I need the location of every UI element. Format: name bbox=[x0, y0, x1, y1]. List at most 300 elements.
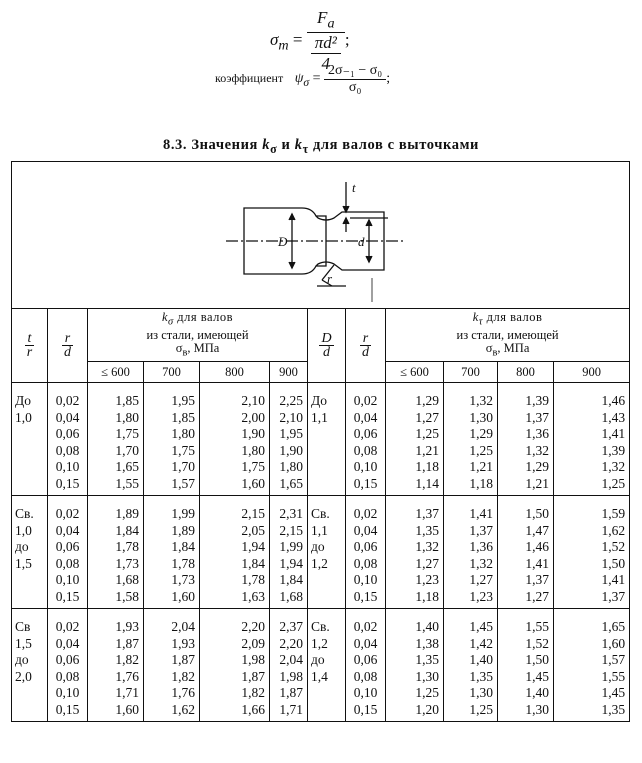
k-tau-value: 1,41 bbox=[469, 506, 493, 521]
k-sigma-value: 1,73 bbox=[171, 572, 195, 587]
shaft-drawing-cell bbox=[12, 162, 630, 309]
cell-value: 1,5 bbox=[15, 635, 32, 651]
shaft-with-groove-drawing bbox=[12, 162, 628, 308]
k-tau-value: 1,35 bbox=[469, 668, 493, 684]
k-sigma-value: 1,63 bbox=[241, 588, 265, 604]
col-header-700: 700 bbox=[444, 362, 498, 383]
k-tau-value: 1,27 bbox=[469, 572, 493, 587]
area-numerator: πd² bbox=[311, 33, 341, 54]
cell-value: Св. bbox=[15, 506, 34, 521]
k-sigma-value: 1,84 bbox=[115, 522, 139, 538]
k-tau-value: 1,32 bbox=[469, 555, 493, 571]
k-sigma-value: 2,10 bbox=[279, 409, 303, 425]
k-sigma-value: 1,78 bbox=[171, 555, 195, 571]
unit-mpa: , МПа bbox=[187, 340, 220, 355]
k-sigma-value: 1,84 bbox=[171, 539, 195, 554]
k-sigma-value: 1,76 bbox=[171, 685, 195, 700]
cell-value: 1,0 bbox=[15, 409, 32, 425]
k-sigma-value: 1,55 bbox=[115, 475, 139, 491]
cell-value: 0,04 bbox=[353, 409, 378, 425]
k-tau-sub: τ bbox=[478, 316, 484, 328]
k-sigma-value: 1,85 bbox=[171, 409, 195, 425]
cell-value: 0,10 bbox=[353, 685, 378, 700]
t-symbol: t bbox=[25, 332, 34, 346]
k-sigma-value: 1,85 bbox=[115, 393, 139, 408]
k-tau-value: 1,41 bbox=[601, 426, 626, 441]
k-sigma-value: 1,58 bbox=[115, 588, 139, 604]
k-tau-value: 1,50 bbox=[525, 506, 549, 521]
force-subscript: a bbox=[327, 15, 335, 32]
cell-value: 0,06 bbox=[353, 539, 378, 554]
sigma-b-symbol: σ bbox=[485, 340, 493, 355]
k-tau-value: 1,25 bbox=[469, 442, 493, 458]
cell-value: 0,08 bbox=[55, 442, 80, 458]
t-over-r-range bbox=[12, 383, 48, 496]
header-k-sigma bbox=[88, 309, 308, 362]
header-D-over-d bbox=[308, 309, 346, 383]
k-tau-value: 1,65 bbox=[601, 619, 626, 634]
k-tau-value: 1,40 bbox=[525, 685, 549, 700]
k-sigma-value: 1,87 bbox=[241, 668, 265, 684]
k-tau-value: 1,37 bbox=[525, 409, 549, 425]
k-sigma-column bbox=[144, 496, 200, 609]
k-sigma-column bbox=[270, 496, 308, 609]
cell-value: 0,10 bbox=[55, 459, 80, 474]
k-sigma-column bbox=[144, 609, 200, 722]
k-tau-value: 1,30 bbox=[469, 409, 493, 425]
k-tau-value: 1,39 bbox=[525, 393, 549, 408]
sigma-subscript: m bbox=[278, 37, 289, 54]
k-sigma-value: 2,04 bbox=[279, 652, 303, 667]
k-sigma-value: 1,65 bbox=[115, 459, 139, 474]
d-symbol: d bbox=[362, 345, 369, 360]
k-sigma-value: 1,60 bbox=[115, 701, 139, 717]
k-tau-value: 1,25 bbox=[469, 701, 493, 717]
k-tau-value: 1,60 bbox=[601, 635, 626, 651]
k-tau-value: 1,30 bbox=[469, 685, 493, 700]
r-over-d-values bbox=[48, 383, 88, 496]
k-sigma-value: 1,62 bbox=[171, 701, 195, 717]
k-tau-column bbox=[554, 496, 630, 609]
r-symbol: r bbox=[26, 345, 33, 360]
k-tau-value: 1,27 bbox=[415, 409, 439, 425]
cell-value: 0,08 bbox=[353, 555, 378, 571]
k-sigma-column bbox=[88, 496, 144, 609]
k-tau-column bbox=[554, 383, 630, 496]
cell-value: 0,02 bbox=[55, 393, 80, 408]
k-sigma-value: 2,37 bbox=[279, 619, 303, 634]
k-tau-value: 1,25 bbox=[415, 426, 439, 441]
r-over-d-values bbox=[48, 609, 88, 722]
k-tau-value: 1,40 bbox=[469, 652, 493, 667]
k-sigma-value: 1,78 bbox=[241, 572, 265, 587]
k-sigma-column bbox=[200, 383, 270, 496]
cell-value: 1,2 bbox=[311, 635, 328, 651]
k-tau-value: 1,62 bbox=[601, 522, 626, 538]
k-tau-value: 1,32 bbox=[601, 459, 626, 474]
k-tau-value: 1,37 bbox=[601, 588, 626, 604]
table-row bbox=[12, 609, 630, 722]
col-header-900: 900 bbox=[270, 362, 308, 383]
k-sigma-value: 1,87 bbox=[171, 652, 195, 667]
cell-value: 0,10 bbox=[55, 685, 80, 700]
k-sigma-column bbox=[200, 609, 270, 722]
k-sigma-value: 1,82 bbox=[115, 652, 139, 667]
k-tau-value: 1,32 bbox=[525, 442, 549, 458]
semicolon: ; bbox=[344, 30, 350, 50]
k-tau-value: 1,55 bbox=[525, 619, 549, 634]
D-over-d-range bbox=[308, 609, 346, 722]
k-sigma-value: 2,05 bbox=[241, 522, 265, 538]
k-sigma-value: 2,15 bbox=[241, 506, 265, 521]
cell-value: 0,08 bbox=[55, 668, 80, 684]
table-title bbox=[0, 137, 642, 157]
k-sigma-value: 1,71 bbox=[279, 701, 303, 717]
header-r-over-d-left bbox=[48, 309, 88, 383]
k-tau-value: 1,47 bbox=[525, 522, 549, 538]
header-t-over-r bbox=[12, 309, 48, 383]
cell-value: 0,08 bbox=[55, 555, 80, 571]
k-sigma-value: 1,99 bbox=[279, 539, 303, 554]
k-sigma-value: 1,93 bbox=[115, 619, 139, 634]
k-tau-value: 1,40 bbox=[415, 619, 439, 634]
k-sigma-value: 1,94 bbox=[241, 539, 265, 554]
r-over-d-values bbox=[48, 496, 88, 609]
k-sigma-value: 1,57 bbox=[171, 475, 195, 491]
k-sigma-value: 1,70 bbox=[115, 442, 139, 458]
cell-value: 0,02 bbox=[55, 506, 80, 521]
k-tau-value: 1,23 bbox=[469, 588, 493, 604]
cell-value: до bbox=[15, 539, 29, 554]
cell-value: 0,06 bbox=[55, 426, 80, 441]
k-tau-value: 1,27 bbox=[525, 588, 549, 604]
cell-value: До bbox=[311, 393, 327, 408]
k-tau-column bbox=[444, 609, 498, 722]
k-tau-value: 1,35 bbox=[415, 522, 439, 538]
k-tau-value: 1,25 bbox=[601, 475, 626, 491]
k-tau-value: 1,29 bbox=[525, 459, 549, 474]
k-tau-value: 1,32 bbox=[415, 539, 439, 554]
k-tau-value: 1,52 bbox=[601, 539, 626, 554]
cell-value: 1,4 bbox=[311, 668, 328, 684]
k-tau-column bbox=[386, 383, 444, 496]
cell-value: Св. bbox=[311, 506, 330, 521]
title-k-sigma: k bbox=[262, 137, 271, 153]
D-symbol: D bbox=[321, 331, 332, 346]
col-header-600: ≤ 600 bbox=[88, 362, 144, 383]
k-tau-value: 1,29 bbox=[469, 426, 493, 441]
table-row bbox=[12, 496, 630, 609]
coefficient-word: коэффициент bbox=[215, 71, 284, 86]
k-sigma-value: 2,00 bbox=[241, 409, 265, 425]
cell-value: 0,04 bbox=[55, 635, 80, 651]
k-tau-column bbox=[386, 496, 444, 609]
k-sigma-value: 1,84 bbox=[279, 572, 303, 587]
d-symbol: d bbox=[64, 345, 71, 360]
psi-fraction bbox=[324, 62, 386, 96]
col-header-600: ≤ 600 bbox=[386, 362, 444, 383]
k-sigma-value: 1,71 bbox=[115, 685, 139, 700]
k-tau-column bbox=[386, 609, 444, 722]
k-tau-value: 1,57 bbox=[601, 652, 626, 667]
k-tau-column bbox=[554, 609, 630, 722]
k-sigma-value: 1,68 bbox=[115, 572, 139, 587]
k-tau-value: 1,59 bbox=[601, 506, 626, 521]
r-symbol: r bbox=[62, 332, 73, 346]
k-tau-column bbox=[498, 609, 554, 722]
cell-value: 0,10 bbox=[353, 572, 378, 587]
k-sigma-value: 1,76 bbox=[115, 668, 139, 684]
title-k-tau: k bbox=[294, 137, 303, 153]
k-tau-value: 1,38 bbox=[415, 635, 439, 651]
steel-caption: из стали, имеющей bbox=[456, 327, 559, 342]
k-tau-value: 1,14 bbox=[415, 475, 439, 491]
k-sigma-value: 1,87 bbox=[279, 685, 303, 700]
k-tau-column bbox=[444, 383, 498, 496]
k-sigma-value: 1,68 bbox=[279, 588, 303, 604]
k-sigma-value: 1,80 bbox=[241, 442, 265, 458]
header-k-tau bbox=[386, 309, 630, 362]
sigma-m-formula: $\sigma_m$ = $\frac{F_a}{\frac{\text{πd²}}{4}}$ ; bbox=[270, 8, 350, 74]
cell-value: 1,1 bbox=[311, 409, 328, 425]
r-over-d-values bbox=[346, 496, 386, 609]
cell-value: 1,2 bbox=[311, 555, 328, 571]
k-sigma-value: 1,65 bbox=[279, 475, 303, 491]
k-sigma-value: 2,25 bbox=[279, 393, 303, 408]
cell-value: 0,15 bbox=[353, 588, 378, 604]
cell-value: 1,1 bbox=[311, 522, 328, 538]
steel-caption: из стали, имеющей bbox=[146, 327, 249, 342]
cell-value: 0,02 bbox=[353, 506, 378, 521]
cell-value: 0,15 bbox=[55, 588, 80, 604]
cell-value: 0,08 bbox=[353, 668, 378, 684]
k-tau-value: 1,45 bbox=[525, 668, 549, 684]
k-tau-value: 1,50 bbox=[525, 652, 549, 667]
cell-value: 1,5 bbox=[15, 555, 32, 571]
k-tau-column bbox=[498, 383, 554, 496]
cell-value: 0,08 bbox=[353, 442, 378, 458]
cell-value: 0,04 bbox=[55, 522, 80, 538]
k-sigma-caption: для валов bbox=[173, 310, 234, 324]
k-tau-value: 1,46 bbox=[601, 393, 626, 408]
r-over-d-values bbox=[346, 609, 386, 722]
k-tau-value: 1,20 bbox=[415, 701, 439, 717]
k-sigma-column bbox=[200, 496, 270, 609]
k-sigma-value: 1,99 bbox=[171, 506, 195, 521]
cell-value: 0,06 bbox=[55, 652, 80, 667]
k-sigma-value: 1,84 bbox=[241, 555, 265, 571]
psi-numerator: 2σ₋₁ − σ₀ bbox=[324, 62, 386, 80]
sigma-b-symbol: σ bbox=[175, 340, 183, 355]
title-prefix: 8.3. Значения bbox=[162, 137, 258, 153]
k-tau-symbol: k bbox=[472, 310, 479, 324]
k-tau-value: 1,21 bbox=[525, 475, 549, 491]
psi-symbol: ψ bbox=[294, 71, 304, 87]
k-sigma-value: 1,80 bbox=[115, 409, 139, 425]
k-sigma-value: 1,70 bbox=[171, 459, 195, 474]
title-k-tau-sub: τ bbox=[302, 141, 309, 156]
k-tau-value: 1,36 bbox=[469, 539, 493, 554]
cell-value: Св bbox=[15, 619, 31, 634]
k-sigma-value: 2,10 bbox=[241, 393, 265, 408]
col-header-700: 700 bbox=[144, 362, 200, 383]
k-sigma-column bbox=[88, 383, 144, 496]
psi-subscript: σ bbox=[303, 76, 310, 90]
cell-value: До bbox=[15, 393, 31, 408]
D-over-d-range bbox=[308, 496, 346, 609]
area-denominator: 4 bbox=[321, 54, 331, 74]
k-sigma-value: 1,66 bbox=[241, 701, 265, 717]
r-symbol: r bbox=[360, 332, 371, 346]
k-sigma-value: 1,60 bbox=[171, 588, 195, 604]
k-sigma-value: 1,82 bbox=[171, 668, 195, 684]
k-sigma-value: 1,95 bbox=[171, 393, 195, 408]
col-header-900: 900 bbox=[554, 362, 630, 383]
cell-value: 0,15 bbox=[353, 701, 378, 717]
k-tau-value: 1,45 bbox=[601, 685, 626, 700]
k-tau-value: 1,55 bbox=[601, 668, 626, 684]
col-header-800: 800 bbox=[200, 362, 270, 383]
k-sigma-column bbox=[144, 383, 200, 496]
k-tau-value: 1,18 bbox=[469, 475, 493, 491]
cell-value: Св. bbox=[311, 619, 330, 634]
k-sigma-value: 1,75 bbox=[171, 442, 195, 458]
k-tau-caption: для валов bbox=[483, 310, 543, 324]
k-tau-value: 1,32 bbox=[469, 393, 493, 408]
cell-value: 1,0 bbox=[15, 522, 32, 538]
k-sigma-value: 1,90 bbox=[241, 426, 265, 441]
k-tau-value: 1,41 bbox=[525, 555, 549, 571]
formulas-area bbox=[0, 0, 642, 110]
k-sigma-value: 2,20 bbox=[241, 619, 265, 634]
k-sigma-value: 1,80 bbox=[171, 426, 195, 441]
unit-mpa: , МПа bbox=[497, 340, 530, 355]
col-header-800: 800 bbox=[498, 362, 554, 383]
psi-formula: коэффициент $\psi_\sigma$ = $\frac{\text{2σ₋₁ − σ₀}}{\text{σ₀}}$ ; bbox=[215, 63, 391, 95]
cell-value: 0,15 bbox=[55, 701, 80, 717]
k-tau-value: 1,36 bbox=[525, 426, 549, 441]
k-tau-value: 1,37 bbox=[415, 506, 439, 521]
k-sigma-symbol: k bbox=[161, 310, 169, 324]
sigma-b-sub: в bbox=[492, 347, 498, 358]
k-tau-value: 1,27 bbox=[415, 555, 439, 571]
k-sigma-column bbox=[270, 383, 308, 496]
header-r-over-d-right bbox=[346, 309, 386, 383]
k-sigma-value: 1,94 bbox=[279, 555, 303, 571]
k-tau-column bbox=[498, 496, 554, 609]
cell-value: 0,04 bbox=[55, 409, 80, 425]
k-sigma-value: 1,93 bbox=[171, 635, 195, 651]
cell-value: 2,0 bbox=[15, 668, 32, 684]
k-tau-value: 1,30 bbox=[525, 701, 549, 717]
psi-denominator: σ₀ bbox=[348, 80, 362, 95]
r-over-d-values bbox=[346, 383, 386, 496]
k-sigma-value: 1,75 bbox=[241, 459, 265, 474]
k-tau-value: 1,46 bbox=[525, 539, 549, 554]
k-sigma-value: 1,80 bbox=[279, 459, 303, 474]
k-sigma-sub: σ bbox=[168, 316, 174, 328]
cell-value: до bbox=[311, 539, 325, 554]
k-sigma-value: 2,04 bbox=[171, 619, 195, 634]
table-container bbox=[11, 161, 629, 722]
k-tau-value: 1,21 bbox=[469, 459, 493, 474]
k-sigma-value: 1,89 bbox=[171, 522, 195, 538]
k-tau-value: 1,35 bbox=[601, 701, 626, 717]
k-tau-value: 1,43 bbox=[601, 409, 626, 425]
title-suffix: для валов с выточками bbox=[312, 137, 480, 153]
cell-value: 0,02 bbox=[55, 619, 80, 634]
table-body bbox=[12, 383, 630, 722]
k-tau-value: 1,29 bbox=[415, 393, 439, 408]
D-over-d-range bbox=[308, 383, 346, 496]
k-sigma-value: 1,98 bbox=[241, 652, 265, 667]
cell-value: 0,06 bbox=[55, 539, 80, 554]
cell-value: 0,04 bbox=[353, 635, 378, 651]
cell-value: до bbox=[311, 652, 325, 667]
k-sigma-column bbox=[88, 609, 144, 722]
title-and: и bbox=[281, 137, 291, 153]
cell-value: 0,02 bbox=[353, 619, 378, 634]
k-sigma-value: 1,89 bbox=[115, 506, 139, 521]
k-tau-value: 1,21 bbox=[415, 442, 439, 458]
k-sigma-column bbox=[270, 609, 308, 722]
sigma-symbol: σ bbox=[270, 30, 279, 50]
t-over-r-range bbox=[12, 496, 48, 609]
k-tau-column bbox=[444, 496, 498, 609]
sigma-b-sub: в bbox=[182, 347, 188, 358]
k-tau-value: 1,25 bbox=[415, 685, 439, 700]
cell-value: 0,06 bbox=[353, 652, 378, 667]
semicolon: ; bbox=[386, 71, 391, 87]
t-over-r-range bbox=[12, 609, 48, 722]
cell-value: 0,02 bbox=[353, 393, 378, 408]
k-sigma-value: 1,90 bbox=[279, 442, 303, 458]
k-tau-value: 1,50 bbox=[601, 555, 626, 571]
k-tau-value: 1,45 bbox=[469, 619, 493, 634]
drawing-label-r: r bbox=[327, 271, 333, 286]
k-sigma-value: 1,98 bbox=[279, 668, 303, 684]
k-sigma-value: 2,15 bbox=[279, 522, 303, 538]
k-sigma-value: 1,95 bbox=[279, 426, 303, 441]
k-tau-value: 1,39 bbox=[601, 442, 626, 458]
k-sigma-value: 1,87 bbox=[115, 635, 139, 651]
k-tau-value: 1,18 bbox=[415, 459, 439, 474]
k-tau-value: 1,37 bbox=[469, 522, 493, 538]
cell-value: 0,04 bbox=[353, 522, 378, 538]
drawing-label-t: t bbox=[352, 180, 356, 195]
k-sigma-value: 1,73 bbox=[115, 555, 139, 571]
k-sigma-value: 1,82 bbox=[241, 685, 265, 700]
cell-value: 0,15 bbox=[55, 475, 80, 491]
table-row bbox=[12, 383, 630, 496]
cell-value: 0,06 bbox=[353, 426, 378, 441]
k-tau-value: 1,23 bbox=[415, 572, 439, 587]
k-tau-value: 1,18 bbox=[415, 588, 439, 604]
drawing-label-d: d bbox=[358, 234, 365, 249]
cell-value: 0,10 bbox=[353, 459, 378, 474]
drawing-label-D: D bbox=[278, 234, 288, 249]
k-sigma-value: 2,20 bbox=[279, 635, 303, 651]
k-tau-value: 1,30 bbox=[415, 668, 439, 684]
k-sigma-value: 2,09 bbox=[241, 635, 265, 651]
k-tau-value: 1,52 bbox=[525, 635, 549, 651]
cell-value: 0,15 bbox=[353, 475, 378, 491]
k-tau-value: 1,41 bbox=[601, 572, 626, 587]
k-tau-value: 1,42 bbox=[469, 635, 493, 651]
d-symbol: d bbox=[323, 345, 330, 360]
k-tau-value: 1,37 bbox=[525, 572, 549, 587]
k-sigma-value: 1,75 bbox=[115, 426, 139, 441]
